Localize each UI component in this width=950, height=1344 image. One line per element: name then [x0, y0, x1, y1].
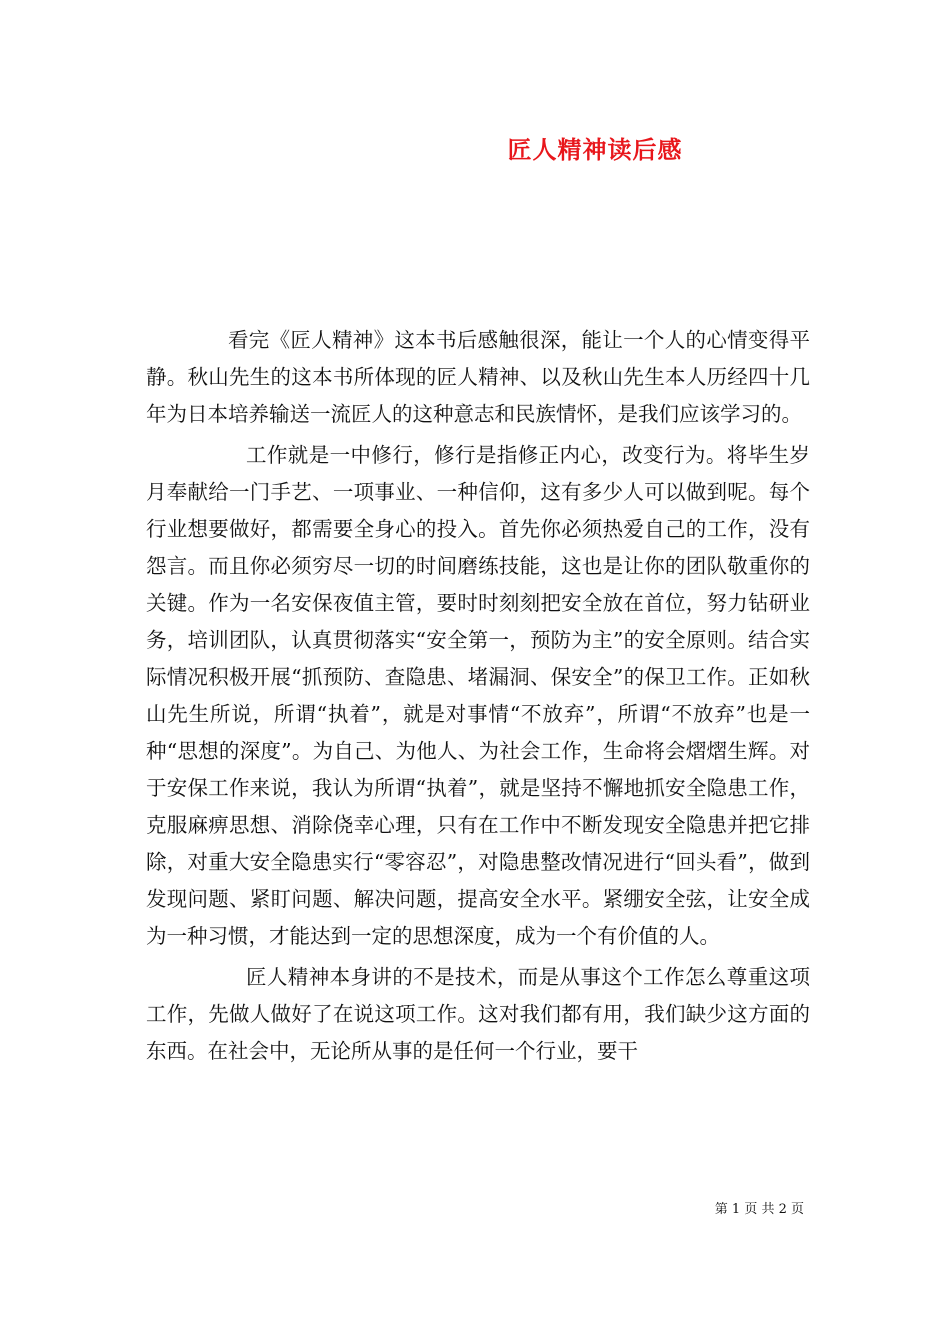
- page-number-footer: 第 1 页 共 2 页: [714, 1202, 804, 1217]
- paragraph-2: 工作就是一中修行，修行是指修正内心，改变行为。将毕生岁月奉献给一门手艺、一项事业、一种信仰，这有多少人可以做到呢。每个行业想要做好，都需要全身心的投入。首先你必须热爱自己的工作，没有怨言。而且你必须穷尽一切的时间磨练技能，这也是让你的团队敬重你的关键。作为一名安保夜值主管，要时时刻刻把安全放在首位，努力钻研业务，培训团队，认真贯彻落实“安全第一，预防为主”的安全原则。结合实际情况积极开展“抓预防、查隐患、堵漏洞、保安全”的保卫工作。正如秋山先生所说，所谓“执着”，就是对事情“不放弃”，所谓“不放弃”也是一种“思想的深度”。为自己、为他人、为社会工作，生命将会熠熠生辉。对于安保工作来说，我认为所谓“执着”，就是坚持不懈地抓安全隐患工作，克服麻痹思想、消除侥幸心理，只有在工作中不断发现安全隐患并把它排除，对重大安全隐患实行“零容忍”，对隐患整改情况进行“回头看”，做到发现问题、紧盯问题、解决问题，提高安全水平。紧绷安全弦，让安全成为一种习惯，才能达到一定的思想深度，成为一个有价值的人。: [146, 443, 810, 948]
- paragraph-3: 匠人精神本身讲的不是技术，而是从事这个工作怎么尊重这项工作，先做人做好了在说这项工作。这对我们都有用，我们缺少这方面的东西。在社会中，无论所从事的是任何一个行业，要干: [146, 965, 810, 1063]
- document-title: 匠人精神读后感: [507, 136, 683, 164]
- paragraph-1: 看完《匠人精神》这本书后感触很深，能让一个人的心情变得平静。秋山先生的这本书所体现的匠人精神、以及秋山先生本人历经四十几年为日本培养输送一流匠人的这种意志和民族情怀，是我们应该学习的。: [146, 328, 810, 426]
- document-body: [146, 322, 810, 1074]
